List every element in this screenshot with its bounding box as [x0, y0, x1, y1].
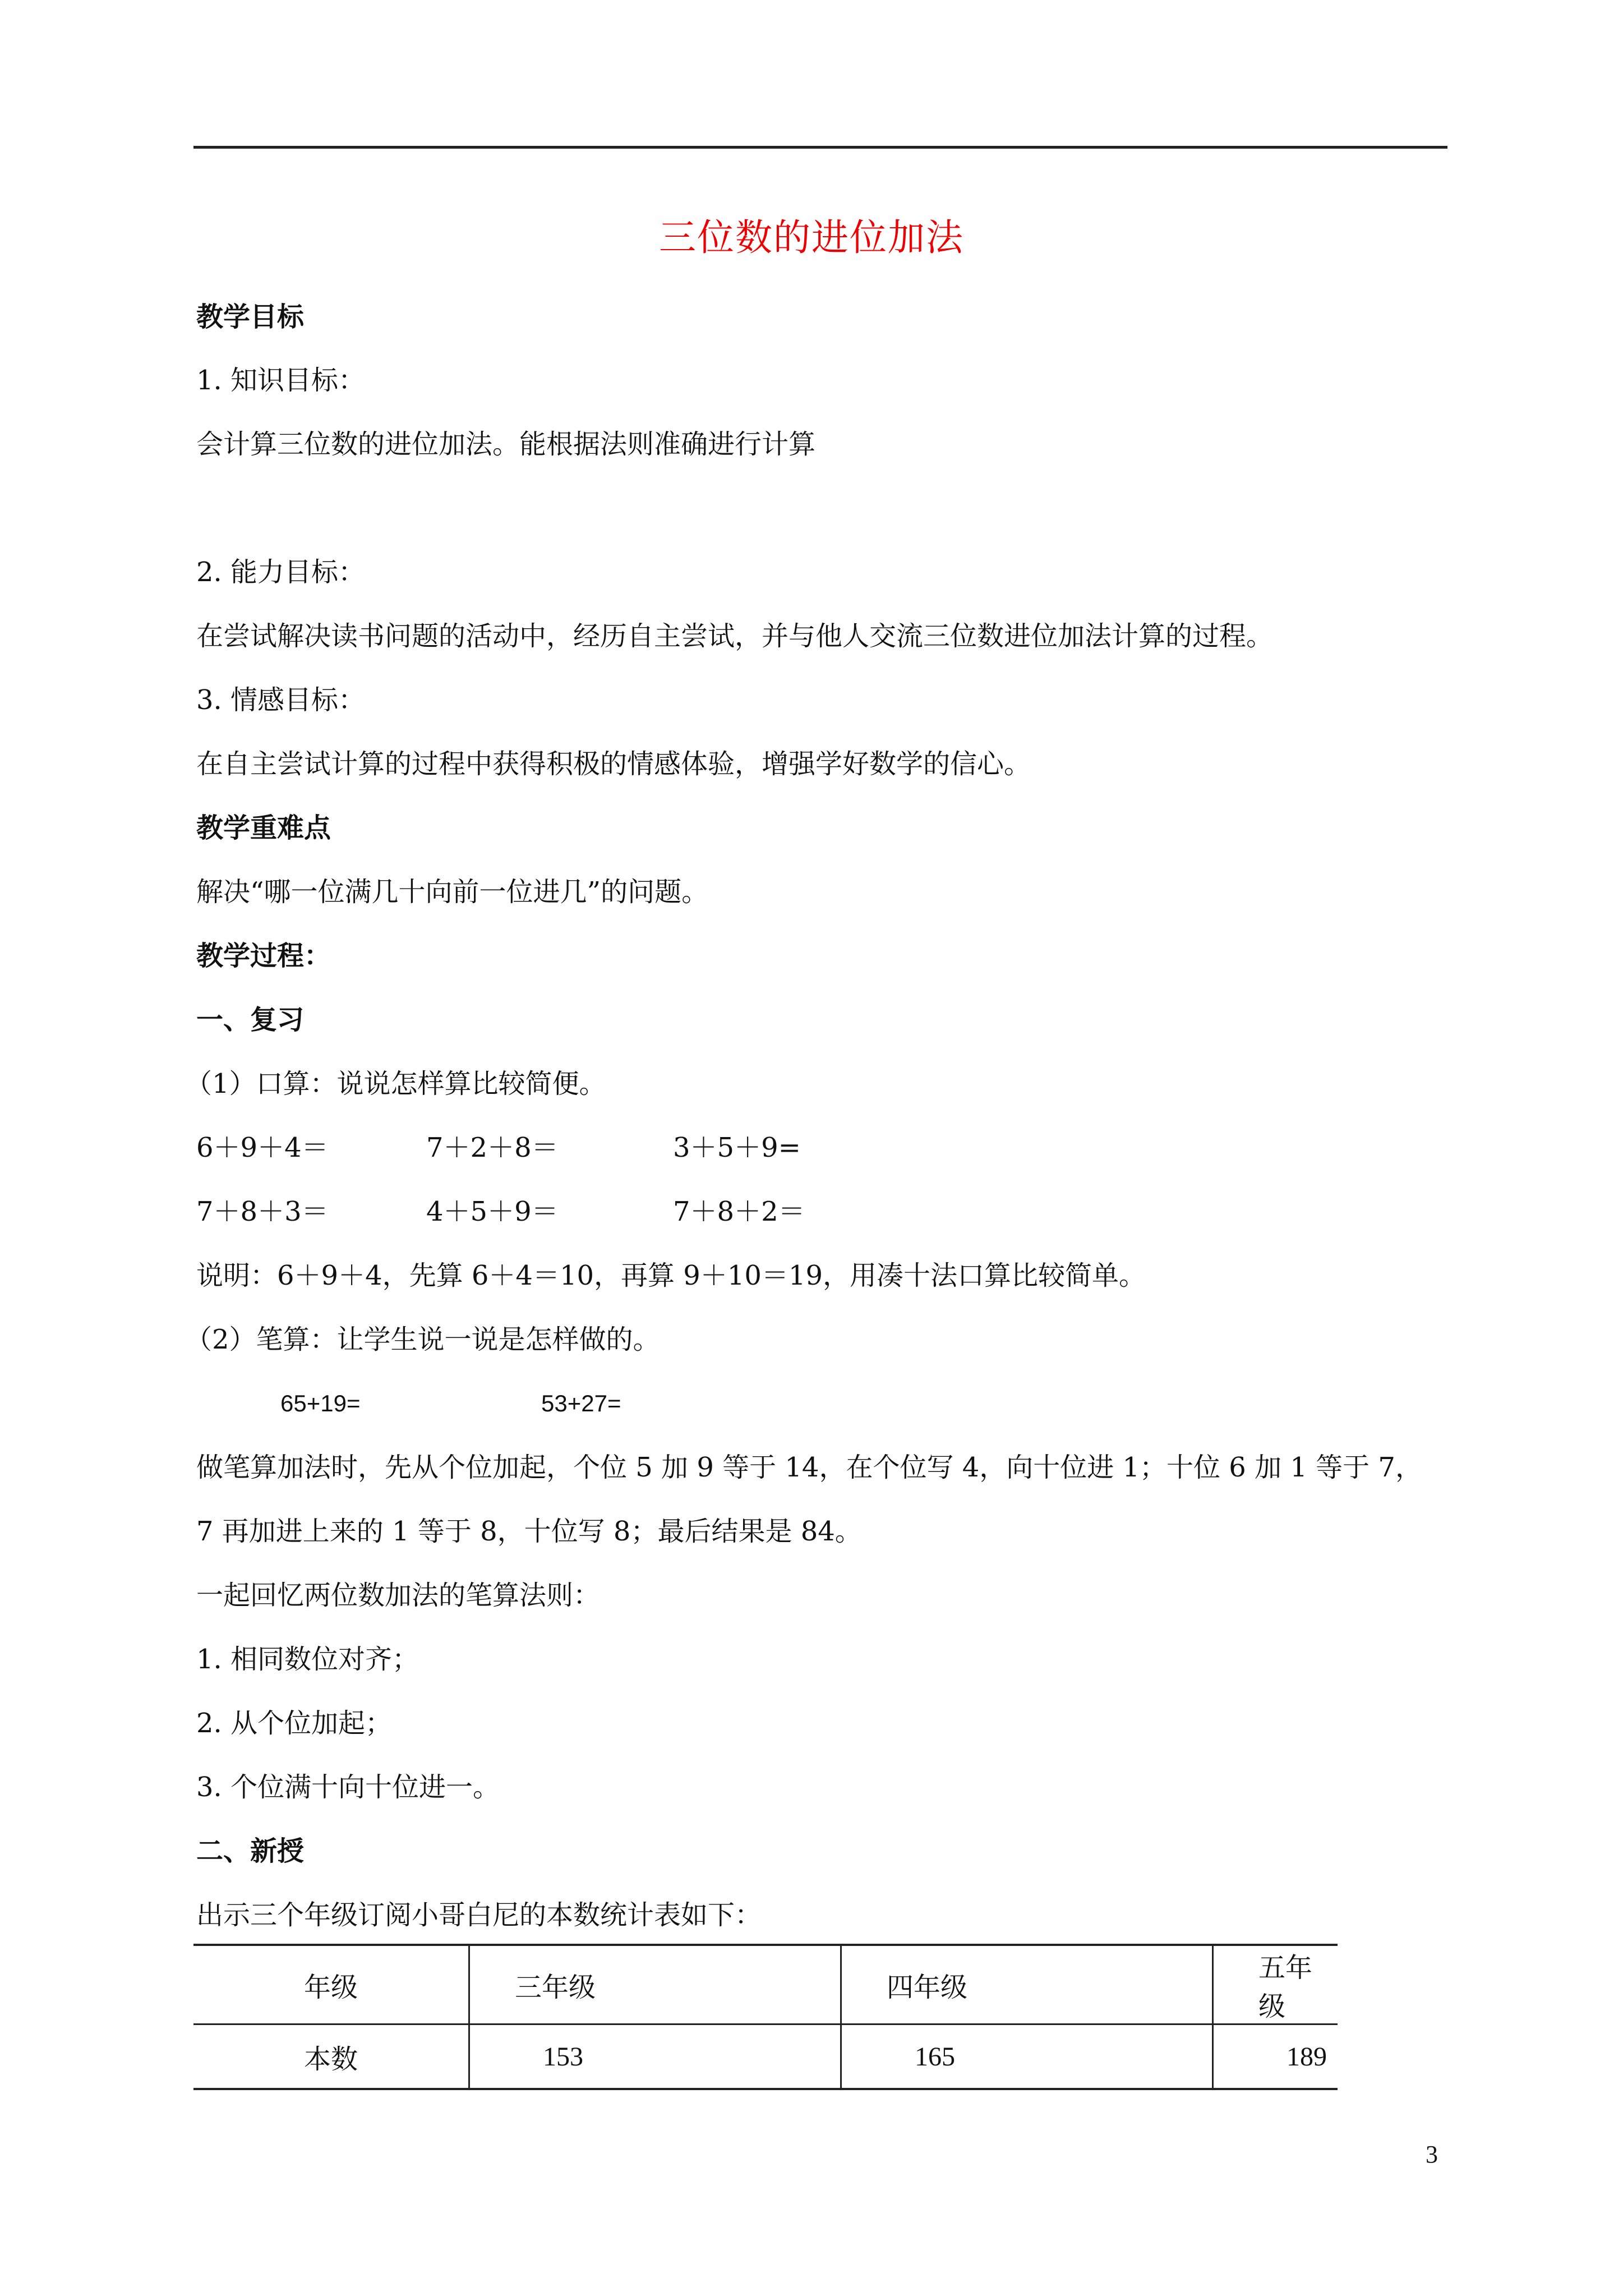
ability-goal-text: 在尝试解决读书问题的活动中，经历自主尝试，并与他人交流三位数进位加法计算的过程。 [196, 620, 1274, 652]
goals-heading: 教学目标 [196, 301, 305, 333]
rule-1: 1. 相同数位对齐； [196, 1644, 419, 1675]
header-grade: 年级 [193, 1945, 469, 2024]
written-explanation-line-1: 做笔算加法时，先从个位加起，个位 5 加 9 等于 14，在个位写 4，向十位进 1；十位 6 加 1 等于 7， [196, 1452, 1422, 1483]
oral-calc-label: （1）口算：说说怎样算比较简便。 [185, 1068, 606, 1099]
ability-goal-label: 2. 能力目标： [196, 556, 366, 588]
rule-3: 3. 个位满十向十位进一。 [196, 1772, 500, 1803]
knowledge-goal-label: 1. 知识目标： [196, 365, 366, 396]
emotion-goal-text: 在自主尝试计算的过程中获得积极的情感体验，增强学好数学的信心。 [196, 748, 1031, 780]
oral-expr-2-3: 7＋8＋2＝ [673, 1196, 805, 1227]
oral-expr-1-3: 3＋5＋9= [673, 1132, 801, 1163]
count-grade-5: 189 [1213, 2024, 1338, 2090]
rule-2: 2. 从个位加起； [196, 1708, 393, 1739]
knowledge-goal-text: 会计算三位数的进位加法。能根据法则准确进行计算 [196, 429, 816, 460]
written-explanation-line-2: 7 再加进上来的 1 等于 8，十位写 8；最后结果是 84。 [196, 1516, 862, 1547]
oral-explanation: 说明：6＋9＋4，先算 6＋4＝10，再算 9＋10＝19，用凑十法口算比较简单。 [196, 1260, 1146, 1291]
oral-expr-1-2: 7＋2＋8＝ [426, 1132, 559, 1163]
oral-expr-1-1: 6＋9＋4＝ [196, 1132, 329, 1163]
header-rule [193, 146, 1447, 149]
written-calc-label: （2）笔算：让学生说一说是怎样做的。 [185, 1324, 660, 1355]
table-header-row [193, 1945, 1338, 2024]
review-heading: 一、复习 [196, 1004, 305, 1036]
table-intro: 出示三个年级订阅小哥白尼的本数统计表如下： [196, 1899, 762, 1931]
table-row [193, 2024, 1338, 2090]
key-points-text: 解决“哪一位满几十向前一位进几”的问题。 [196, 876, 709, 908]
page-number: 3 [1426, 2141, 1438, 2168]
count-grade-3: 153 [469, 2024, 841, 2090]
key-points-heading: 教学重难点 [196, 812, 331, 844]
header-grade-5: 五年级 [1213, 1945, 1338, 2024]
emotion-goal-label: 3. 情感目标： [196, 684, 366, 716]
rules-intro: 一起回忆两位数加法的笔算法则： [196, 1580, 601, 1611]
oral-expr-2-2: 4＋5＋9＝ [426, 1196, 559, 1227]
header-grade-4: 四年级 [841, 1945, 1213, 2024]
count-grade-4: 165 [841, 2024, 1213, 2090]
row-label-count: 本数 [193, 2024, 469, 2090]
oral-expr-2-1: 7＋8＋3＝ [196, 1196, 329, 1227]
new-lesson-heading: 二、新授 [196, 1835, 305, 1867]
subscription-table [193, 1944, 1338, 2090]
document-title: 三位数的进位加法 [659, 216, 964, 259]
header-grade-3: 三年级 [469, 1945, 841, 2024]
process-heading: 教学过程： [196, 940, 331, 972]
written-expr-1: 65+19= [280, 1390, 361, 1416]
written-expr-2: 53+27= [541, 1390, 621, 1416]
